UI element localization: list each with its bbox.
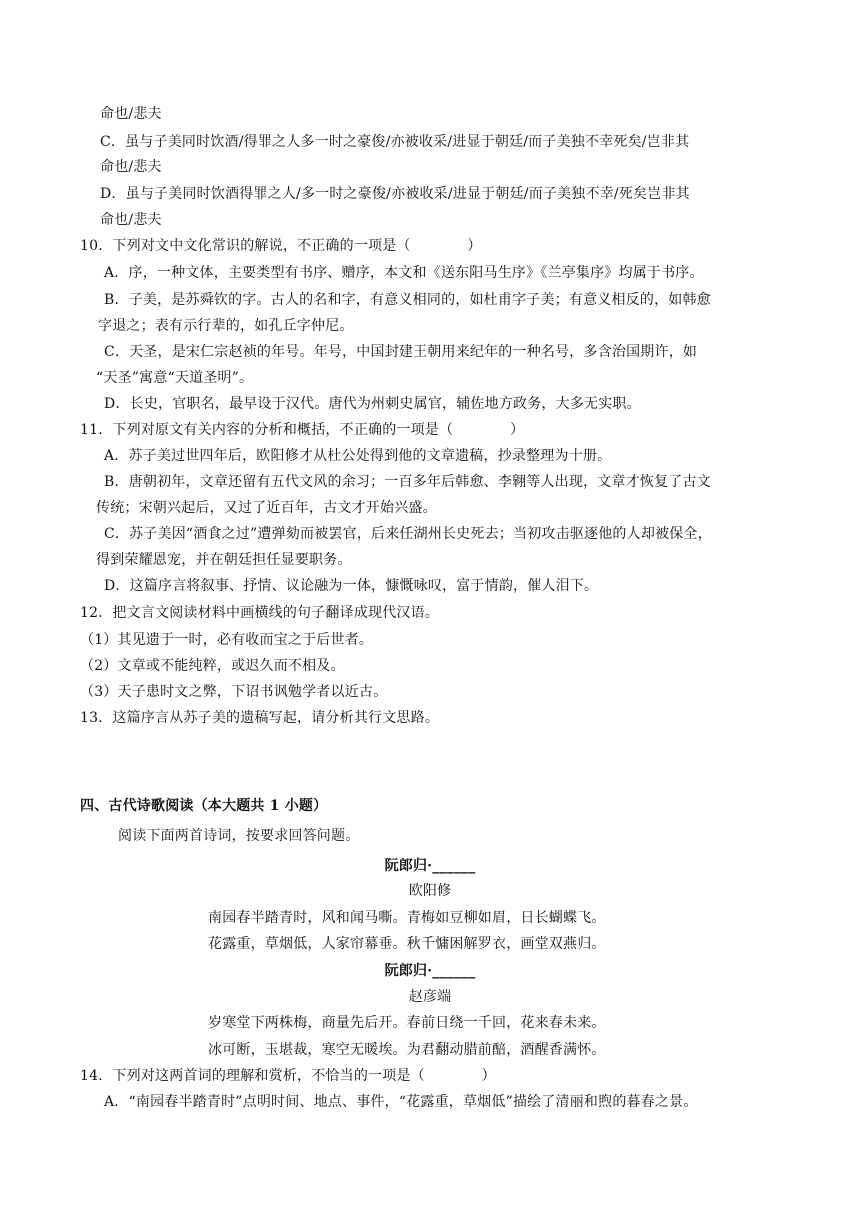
- q11-option-d: D．这篇序言将叙事、抒情、议论融为一体，慷慨咏叹，富于情韵，催人泪下。: [104, 578, 599, 594]
- poem2-author: 赵彦端: [408, 989, 452, 1005]
- q11-option-b-line2: 传统；宋朝兴起后，又过了近百年，古文才开始兴盛。: [96, 500, 437, 516]
- q12-item-3: （3）天子患时文之弊，下诏书讽勉学者以近古。: [80, 684, 388, 700]
- poem1-author: 欧阳修: [408, 883, 452, 899]
- poem2-stanza1: 岁寒堂下两株梅，商量先后开。春前日绕一千回，花来春未来。: [208, 1015, 606, 1031]
- q14-option-a: A．“南园春半踏青时”点明时间、地点、事件，“花露重，草烟低”描绘了清丽和煦的暮春之景。: [104, 1094, 698, 1110]
- poem1-stanza2: 花露重，草烟低，人家帘幕垂。秋千慵困解罗衣，画堂双燕归。: [208, 936, 606, 952]
- q10-option-b-line2: 字退之；表有示行辈的，如孔丘字仲尼。: [98, 318, 354, 334]
- option-d-line2: 命也/悲夫: [100, 212, 162, 228]
- q11-option-c-line2: 得到荣耀恩宠，并在朝廷担任显要职务。: [96, 552, 352, 568]
- poem1-stanza1: 南园春半踏青时，风和闻马嘶。青梅如豆柳如眉，日长蝴蝶飞。: [208, 910, 606, 926]
- option-b-continuation: 命也/悲夫: [100, 106, 162, 122]
- q10-option-d: D．长史，官职名，最早设于汉代。唐代为州刺史属官，辅佐地方政务，大多无实职。: [104, 396, 641, 412]
- q11-option-c-line1: C．苏子美因“酒食之过”遭弹劾而被罢官，后来任湖州长史死去；当初攻击驱逐他的人却被保全，: [104, 526, 712, 542]
- poem2-title: 阮郎归·______: [384, 963, 476, 979]
- option-c-line1: C．虽与子美同时饮酒/得罪之人多一时之豪俊/亦被收采/进显于朝廷/而子美独不幸死矣/岂非其: [100, 134, 690, 150]
- q10-option-c-line2: “天圣”寓意“天道圣明”。: [96, 370, 254, 386]
- poem1-title: 阮郎归·______: [384, 858, 476, 874]
- question-10: 10．下列对文中文化常识的解说，不正确的一项是（ ）: [80, 238, 482, 254]
- option-d-line1: D．虽与子美同时饮酒得罪之人/多一时之豪俊/亦被收采/进显于朝廷/而子美独不幸/死矣岂非其: [100, 186, 690, 202]
- question-14: 14．下列对这两首词的理解和赏析，不恰当的一项是（ ）: [80, 1068, 496, 1084]
- q11-option-a: A．苏子美过世四年后，欧阳修才从杜公处得到他的文章遗稿，抄录整理为十册。: [104, 448, 612, 464]
- q11-option-b-line1: B．唐朝初年，文章还留有五代文风的余习；一百多年后韩愈、李翱等人出现，文章才恢复了古文: [104, 474, 711, 490]
- reading-instruction: 阅读下面两首诗词，按要求回答问题。: [118, 828, 360, 844]
- q12-item-2: （2）文章或不能纯粹，或迟久而不相及。: [80, 658, 345, 674]
- question-13: 13．这篇序言从苏子美的遗稿写起，请分析其行文思路。: [80, 710, 440, 726]
- question-11: 11．下列对原文有关内容的分析和概括，不正确的一项是（ ）: [80, 422, 525, 438]
- question-12: 12．把文言文阅读材料中画横线的句子翻译成现代汉语。: [80, 605, 440, 621]
- q10-option-a: A．序，一种文体，主要类型有书序、赠序，本文和《送东阳马生序》《兰亭集序》均属于书序。: [104, 265, 704, 281]
- q10-option-b-line1: B．子美，是苏舜钦的字。古人的名和字，有意义相同的，如杜甫字子美；有意义相反的，如韩愈: [104, 292, 711, 308]
- poem2-stanza2: 冰可断，玉堪裁，寒空无暖埃。为君翻动腊前醅，酒醒香满怀。: [208, 1042, 606, 1058]
- q12-item-1: （1）其见遗于一时，必有收而宝之于后世者。: [80, 632, 374, 648]
- q10-option-c-line1: C．天圣，是宋仁宗赵祯的年号。年号，中国封建王朝用来纪年的一种名号，多含治国期许，如: [104, 344, 698, 360]
- section-heading: 四、古代诗歌阅读（本大题共 1 小题）: [80, 798, 328, 814]
- option-c-line2: 命也/悲夫: [100, 159, 162, 175]
